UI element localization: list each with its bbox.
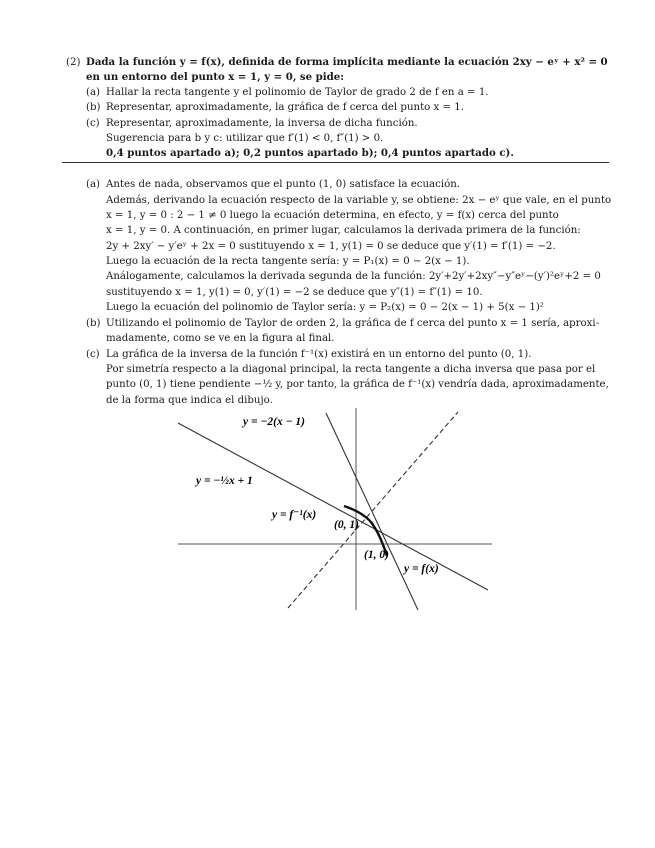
solution-a-line-1: Antes de nada, observamos que el punto (1, 0) satisface la ecuación. [106, 179, 461, 190]
solution-b-line-2: madamente, como se ve en la figura al final. [106, 333, 335, 344]
item-a-label: (a) [86, 87, 101, 98]
solution-a-line-5: 2y + 2xy′ − y′eʸ + 2x = 0 sustituyendo x = 1, y(1) = 0 se deduce que y′(1) = f′(1) = −2. [106, 241, 556, 252]
solution-a-line-8: sustituyendo x = 1, y(1) = 0, y′(1) = −2 se deduce que y″(1) = f″(1) = 10. [106, 287, 483, 298]
solution-c-line-4: de la forma que indica el dibujo. [106, 395, 273, 406]
solution-b-line-1: Utilizando el polinomio de Taylor de orden 2, la gráfica de f cerca del punto x = 1 sería, aproxi- [106, 318, 600, 329]
solution-a-label: (a) [86, 179, 101, 190]
solution-a-line-2: Además, derivando la ecuación respecto de la variable y, se obtiene: 2x − eʸ que vale, en el punto [106, 195, 612, 206]
solution-c-line-1: La gráfica de la inversa de la función f⁻¹(x) existirá en un entorno del punto (0, 1). [106, 349, 532, 360]
problem-statement-line-2: en un entorno del punto x = 1, y = 0, se pide: [86, 71, 345, 83]
hint-text: Sugerencia para b y c: utilizar que f′(1) < 0, f″(1) > 0. [106, 133, 384, 144]
label-inverse-tangent-line: y = −½x + 1 [196, 475, 253, 487]
points-text: 0,4 puntos apartado a); 0,2 puntos apartado b); 0,4 puntos apartado c). [106, 147, 514, 159]
problem-number: (2) [66, 57, 81, 68]
solution-a-line-7: Análogamente, calculamos la derivada segunda de la función: 2y′+2y′+2xy″−y″eʸ−(y′)²eʸ+2 = 0 [106, 271, 601, 282]
solution-a-line-6: Luego la ecuación de la recta tangente sería: y = P₁(x) = 0 − 2(x − 1). [106, 256, 470, 267]
solution-a-line-3: x = 1, y = 0 : 2 − 1 ≠ 0 luego la ecuación determina, en efecto, y = f(x) cerca del punto [106, 210, 559, 221]
solution-a-line-4: x = 1, y = 0. A continuación, en primer lugar, calculamos la derivada primera de la función: [106, 225, 581, 236]
problem-statement-line-1: Dada la función y = f(x), definida de forma implícita mediante la ecuación 2xy − eʸ + x² = 0 [86, 56, 608, 68]
label-tangent-line: y = −2(x − 1) [243, 416, 306, 428]
label-inverse-function: y = f⁻¹(x) [272, 509, 317, 521]
label-point-1-0: (1, 0) [364, 549, 389, 561]
solution-c-line-3: punto (0, 1) tiene pendiente −½ y, por tanto, la gráfica de f⁻¹(x) vendría dada, aproximadamente, [106, 379, 609, 390]
solution-b-label: (b) [86, 318, 101, 329]
label-function-f: y = f(x) [404, 563, 439, 575]
solution-a-line-9: Luego la ecuación del polinomio de Taylor sería: y = P₂(x) = 0 − 2(x − 1) + 5(x − 1)² [106, 302, 544, 313]
label-point-0-1: (0, 1) [334, 519, 359, 531]
item-b-text: Representar, aproximadamente, la gráfica de f cerca del punto x = 1. [106, 102, 465, 113]
item-a-text: Hallar la recta tangente y el polinomio de Taylor de grado 2 de f en a = 1. [106, 87, 489, 98]
tangent-line-f [326, 413, 418, 610]
item-c-label: (c) [86, 118, 100, 129]
solution-c-label: (c) [86, 349, 100, 360]
item-b-label: (b) [86, 102, 101, 113]
item-c-text: Representar, aproximadamente, la inversa de dicha función. [106, 118, 418, 129]
tangent-line-inverse [178, 423, 488, 590]
solution-c-line-2: Por simetría respecto a la diagonal principal, la recta tangente a dicha inversa que pasa por el [106, 364, 596, 375]
